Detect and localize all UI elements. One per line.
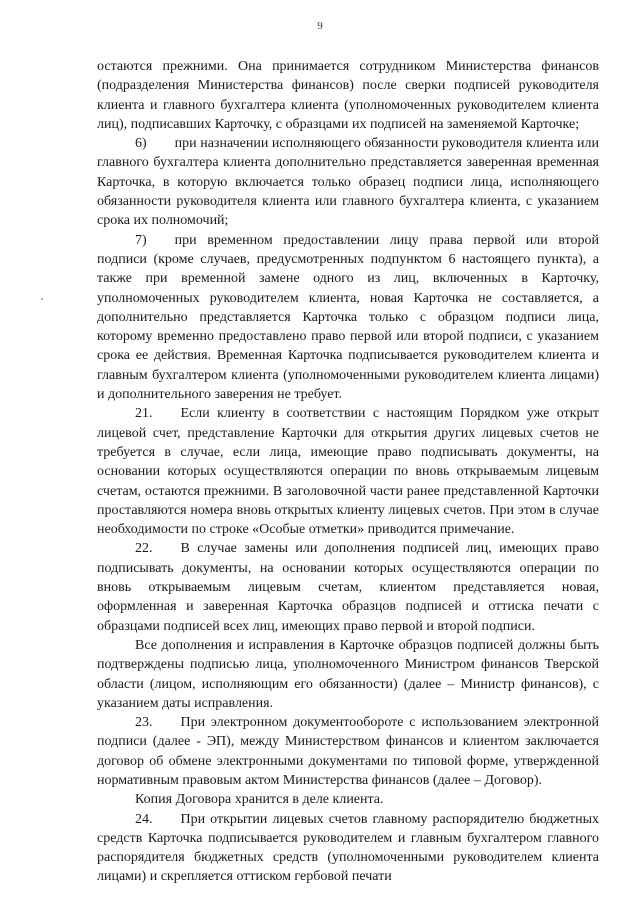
scan-speck: [41, 298, 43, 300]
paragraph-subitem-7: 7) при временном предоставлении лицу права первой или второй подписи (кроме случаев, предусмотренных подпунктом 6 настоящего пункта), а также при временной замене одного из лиц, включенных в Карточку, уполномоченных руководителем клиента, новая Карточка не составляется, а дополнительно представляется Карточка только с образцом подписи лица, которому временно предоставлено право первой или второй подписи, с указанием срока ее действия. Временная Карточка подписывается руководителем клиента и главным бухгалтером клиента (уполномоченными руководителем клиента лицами) и дополнительного заверения не требует.: [97, 232, 599, 403]
paragraph-item-22: 22. В случае замены или дополнения подписей лиц, имеющих право подписывать документы, на основании которых осуществляются операции по вновь открываемым лицевым счетам, клиентом представляется новая, оформленная и заверенная Карточка образцов подписей и оттиска печати с образцами подписей всех лиц, имеющих право первой и второй подписи.: [97, 541, 599, 634]
paragraph-corrections: Все дополнения и исправления в Карточке образцов подписей должны быть подтверждены подписью лица, уполномоченного Министром финансов Тверской области (лицом, исполняющим его обязанности) (далее – Министр финансов), с указанием даты исправления.: [97, 637, 599, 711]
paragraph-item-24: 24. При открытии лицевых счетов главному распорядителю бюджетных средств Карточка подписывается руководителем и главным бухгалтером главного распорядителя бюджетных средств (уполномоченными руководителем клиента лицами) и скрепляется оттиском гербовой печати: [97, 811, 599, 885]
paragraph-continuation: остаются прежними. Она принимается сотрудником Министерства финансов (подразделения Министерства финансов) после сверки подписей руководителя клиента и главного бухгалтера клиента (уполномоченных руководителем клиента лиц), подписавших Карточку, с образцами их подписей на заменяемой Карточке;: [97, 59, 599, 132]
paragraph-item-21: 21. Если клиенту в соответствии с настоящим Порядком уже открыт лицевой счет, представление Карточки для открытия других лицевых счетов не требуется в случае, если лица, имеющие право подписывать документы, на основании которых осуществляются операции по вновь открываемым лицевым счетам, остаются прежними. В заголовочной части ранее представленной Карточки проставляются номера вновь открытых клиенту лицевых счетов. При этом в случае необходимости по строке «Особые отметки» приводится примечание.: [97, 406, 599, 538]
paragraph-subitem-6: 6) при назначении исполняющего обязанности руководителя клиента или главного бухгалтера клиента дополнительно представляется заверенная временная Карточка, в которую включается только образец подписи лица, исполняющего обязанности руководителя клиента или главного бухгалтера клиента, с указанием срока их полномочий;: [97, 136, 599, 229]
page-number: 9: [317, 20, 323, 32]
document-body: [97, 57, 599, 887]
paragraph-contract-copy: Копия Договора хранится в деле клиента.: [135, 792, 384, 808]
paragraph-item-23: 23. При электронном документообороте с использованием электронной подписи (далее - ЭП), между Министерством финансов и клиентом заключается договор об обмене электронными документами по типовой форме, утвержденной нормативным правовым актом Министерства финансов (далее – Договор).: [97, 715, 599, 788]
